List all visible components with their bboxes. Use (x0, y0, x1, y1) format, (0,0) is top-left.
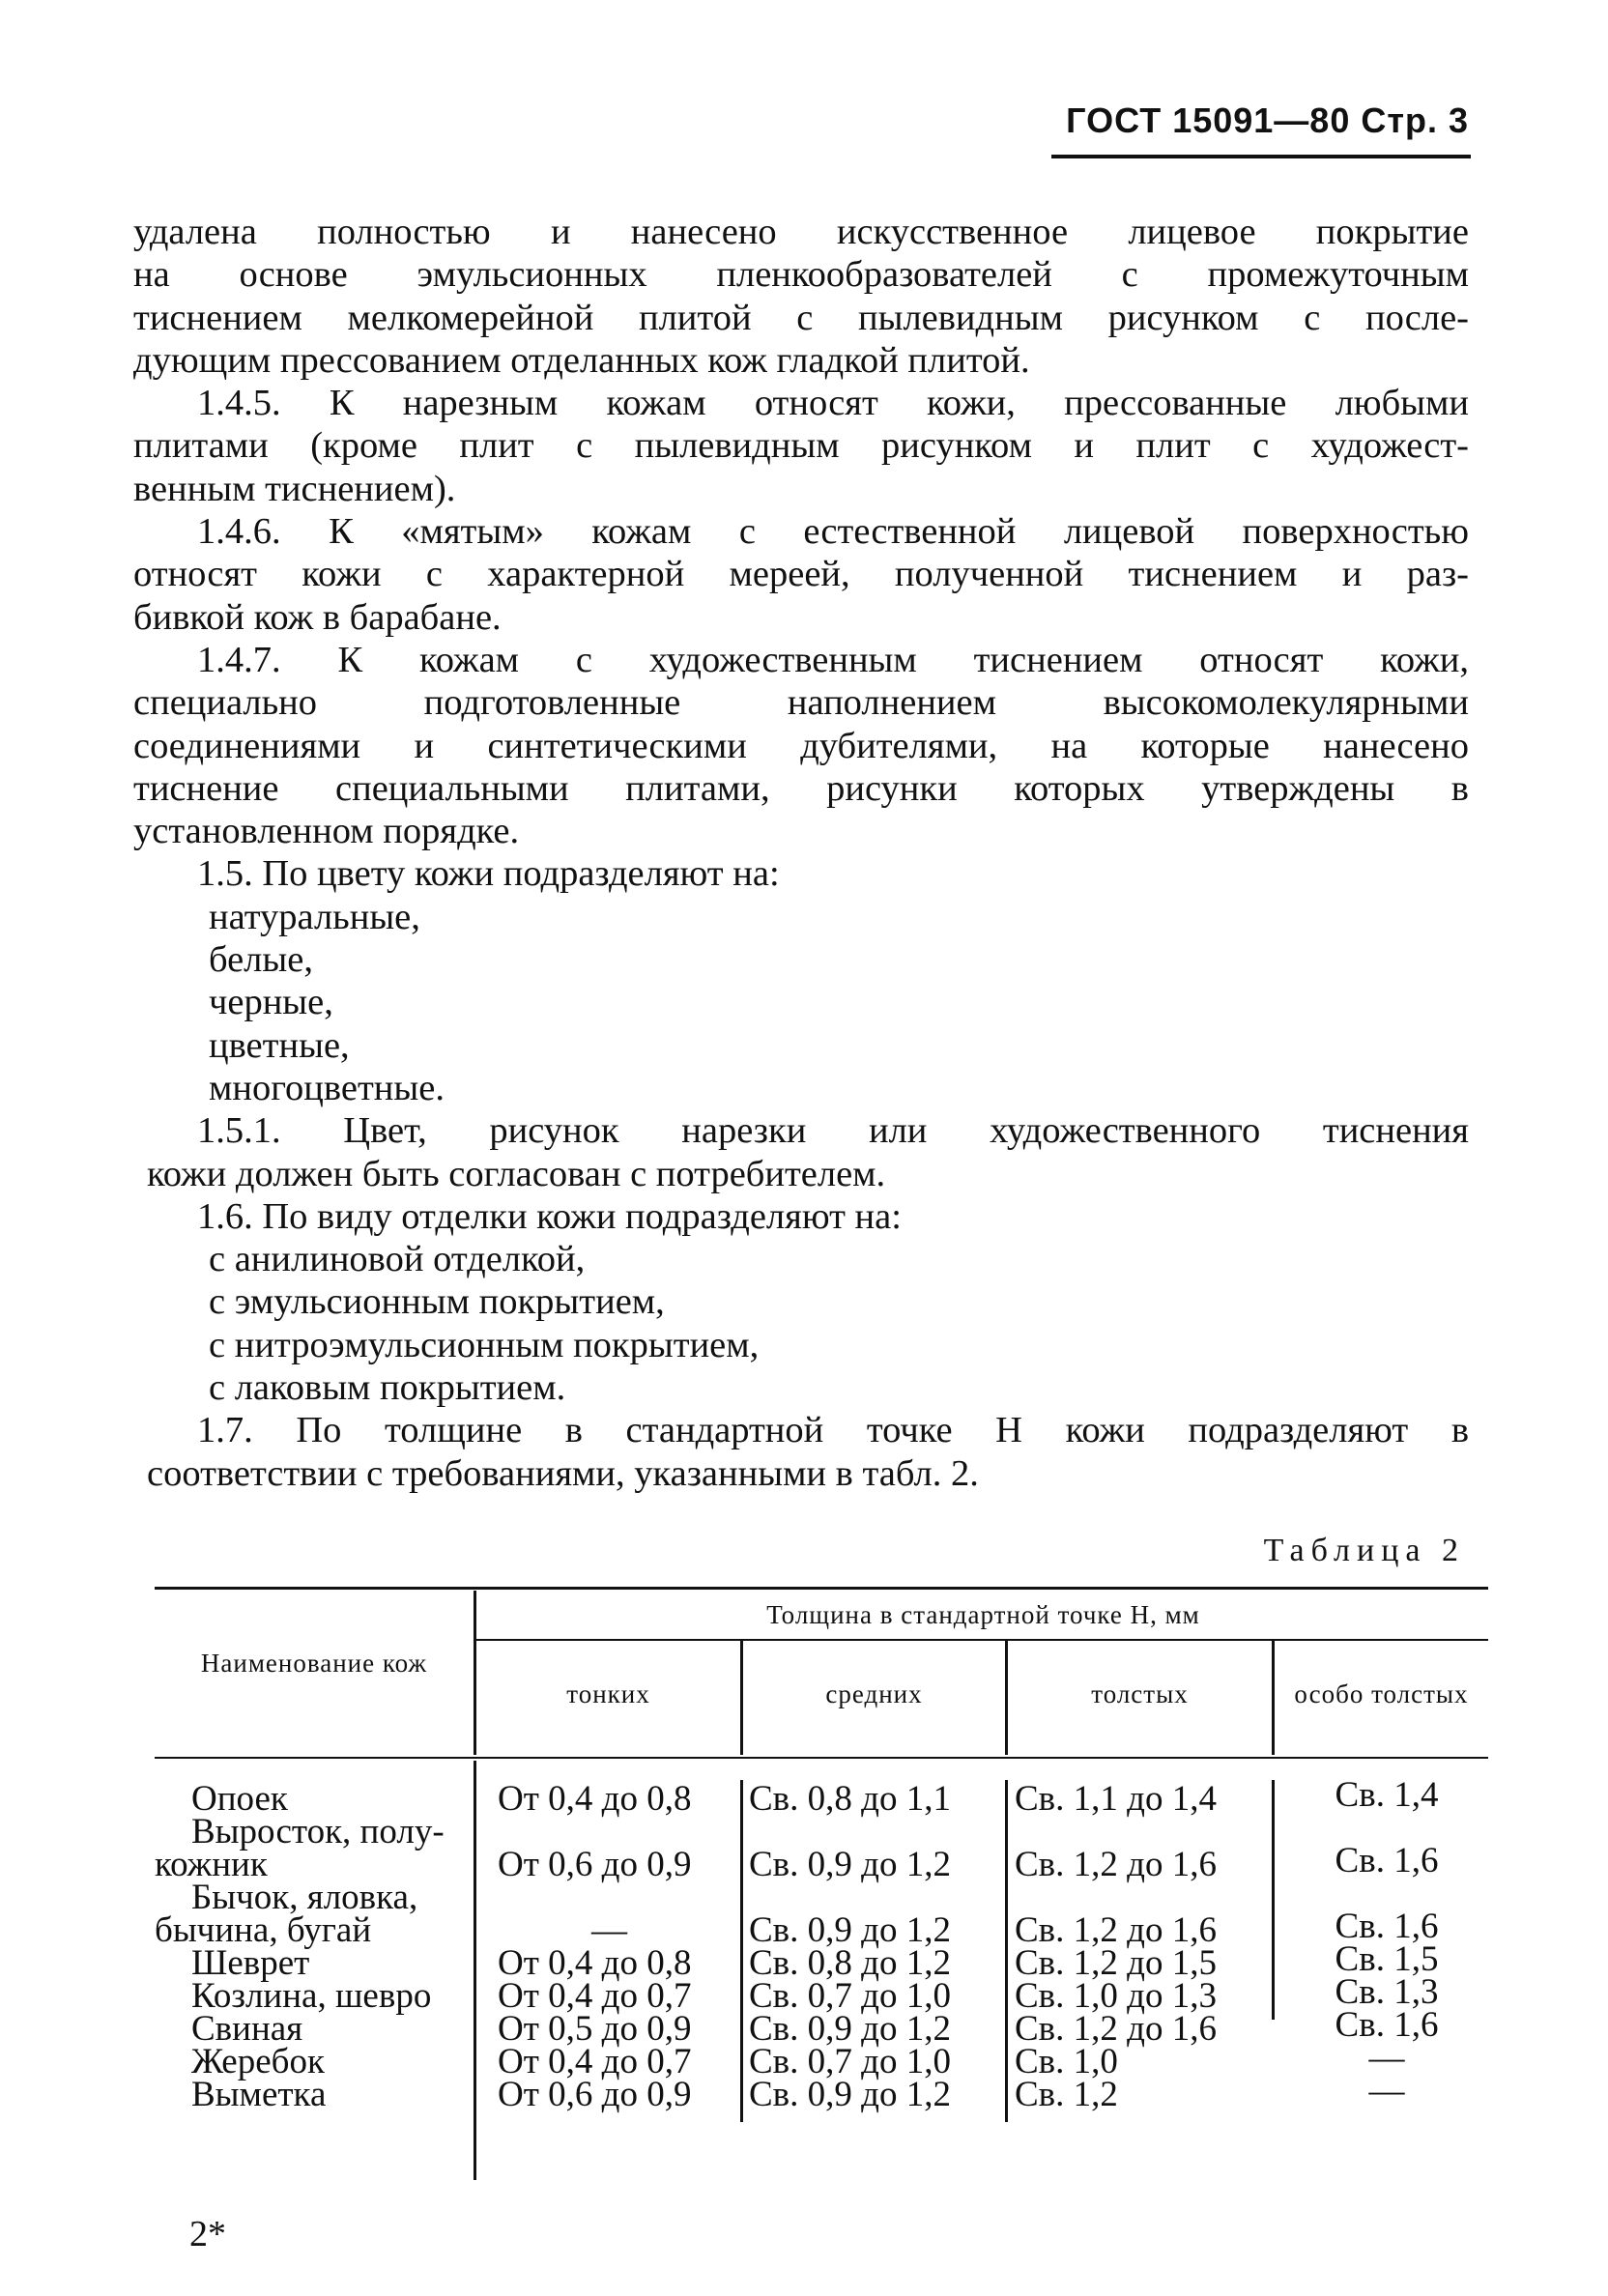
row-name: бычина, бугай (155, 1910, 372, 1950)
value-thin: — (591, 1910, 627, 1950)
paragraph-1-4-7 (133, 639, 1469, 852)
paragraph-1-5 (133, 852, 1469, 1109)
value-thick: Св. 1,2 до 1,5 (1015, 1943, 1217, 1983)
list-item: цветные, (209, 1024, 350, 1066)
value-medium: Св. 0,7 до 1,0 (749, 2042, 951, 2081)
row-name: Выметка (191, 2075, 327, 2114)
value-thick: Св. 1,0 (1015, 2042, 1118, 2081)
text-line: дующим прессованием отделанных кож гладкой плитой. (133, 339, 1030, 381)
value-thick: Св. 1,1 до 1,4 (1015, 1779, 1217, 1819)
value-extra-thick: Св. 1,5 (1335, 1939, 1439, 1979)
table-header-rule (155, 1757, 1488, 1759)
value-medium: Св. 0,9 до 1,2 (749, 1845, 951, 1884)
table-divider (1272, 1780, 1275, 2020)
page-header (1053, 100, 1469, 141)
thickness-table (155, 1591, 1488, 2180)
value-thick: Св. 1,0 до 1,3 (1015, 1976, 1217, 2016)
row-name: Жеребок (191, 2042, 325, 2081)
list-item: черные, (209, 982, 333, 1023)
text-line: 1.4.7. К кожам с художественным тиснением относят кожи, (197, 639, 1469, 680)
text-line: тиснением мелкомерейной плитой с пылевидным рисунком с после- (133, 297, 1469, 338)
value-medium: Св. 0,7 до 1,0 (749, 1976, 951, 2016)
value-thick: Св. 1,2 до 1,6 (1015, 1910, 1217, 1950)
text-line: 1.6. По виду отделки кожи подразделяют на: (197, 1195, 902, 1237)
value-thick: Св. 1,2 до 1,6 (1015, 2009, 1217, 2049)
list-item: с нитроэмульсионным покрытием, (209, 1324, 760, 1365)
paragraph-1-4-6 (133, 510, 1469, 639)
row-name: Козлина, шевро (191, 1976, 432, 2016)
text-line: 1.5.1. Цвет, рисунок нарезки или художественного тиснения (197, 1110, 1469, 1152)
table-divider (474, 1761, 476, 2180)
document-id: ГОСТ 15091—80 Стр. 3 (1066, 100, 1469, 140)
table-divider (474, 1591, 476, 1755)
text-line: бивкой кож в барабане. (133, 596, 502, 638)
text-line: кожи должен быть согласован с потребителем. (147, 1153, 886, 1194)
table-top-rule (155, 1587, 1488, 1590)
paragraph-1-6 (133, 1195, 1469, 1409)
row-name: кожник (155, 1845, 268, 1884)
list-item: многоцветные. (209, 1067, 445, 1108)
value-extra-thick: Св. 1,6 (1335, 1907, 1439, 1946)
list-item: с лаковым покрытием. (209, 1367, 566, 1409)
list-item: белые, (209, 939, 313, 981)
value-medium: Св. 0,9 до 1,2 (749, 2075, 951, 2114)
list-item: с эмульсионным покрытием, (209, 1281, 665, 1323)
table-caption: Таблица 2 (1263, 1533, 1465, 1568)
value-thin: От 0,4 до 0,7 (498, 1976, 692, 2016)
paragraph-continued (133, 211, 1469, 382)
column-header-name: Наименование кож (200, 1649, 428, 1678)
paragraph-1-4-5 (133, 382, 1469, 510)
value-extra-thick: Св. 1,6 (1335, 2005, 1439, 2045)
row-name: Опоек (191, 1779, 288, 1819)
value-medium: Св. 0,8 до 1,1 (749, 1779, 951, 1819)
page-mark: 2* (189, 2214, 226, 2254)
text-line: удалена полностью и нанесено искусственное лицевое покрытие (133, 212, 1469, 252)
text-line: 1.4.5. К нарезным кожам относят кожи, прессованные любыми (197, 383, 1469, 424)
table-divider (476, 1639, 1488, 1641)
body-text (133, 211, 1469, 1495)
row-name: Свиная (191, 2009, 303, 2049)
value-thin: От 0,6 до 0,9 (498, 1845, 692, 1884)
value-extra-thick: Св. 1,6 (1335, 1841, 1439, 1880)
column-header-thick: толстых (1091, 1679, 1189, 1708)
value-medium: Св. 0,9 до 1,2 (749, 1910, 951, 1950)
text-line: установленном порядке. (133, 811, 520, 852)
value-medium: Св. 0,8 до 1,2 (749, 1943, 951, 1983)
row-name: Шеврет (191, 1943, 310, 1983)
value-medium: Св. 0,9 до 1,2 (749, 2009, 951, 2049)
text-line: венным тиснением). (133, 468, 456, 509)
text-line: на основе эмульсионных пленкообразователей с промежуточным (133, 254, 1469, 296)
value-extra-thick: — (1368, 2071, 1405, 2110)
text-line: тиснение специальными плитами, рисунки которых утверждены в (133, 767, 1469, 809)
text-line: 1.5. По цвету кожи подразделяют на: (197, 853, 780, 895)
value-thin: От 0,5 до 0,9 (498, 2009, 692, 2049)
text-line: относят кожи с характерной мереей, полученной тиснением и раз- (133, 554, 1469, 595)
text-line: соответствии с требованиями, указанными в табл. 2. (147, 1452, 979, 1494)
column-group-header: Толщина в стандартной точке Н, мм (766, 1600, 1200, 1629)
value-thin: От 0,4 до 0,7 (498, 2042, 692, 2081)
text-line: специально подготовленные наполнением высокомолекулярными (133, 682, 1469, 724)
paragraph-1-7 (133, 1409, 1469, 1495)
row-name: Выросток, полу- (191, 1812, 445, 1851)
text-line: соединениями и синтетическими дубителями, на которые нанесено (133, 725, 1469, 766)
value-extra-thick: Св. 1,4 (1335, 1775, 1439, 1815)
text-line: плитами (кроме плит с пылевидным рисунком и плит с художест- (133, 425, 1469, 467)
value-extra-thick: — (1368, 2038, 1405, 2078)
text-line: 1.4.6. К «мятым» кожам с естественной лицевой поверхностью (197, 511, 1469, 553)
header-rule (1051, 155, 1471, 158)
column-header-extra-thick: особо толстых (1294, 1679, 1469, 1708)
table-divider (1005, 1780, 1008, 2122)
text-line: 1.7. По толщине в стандартной точке Н кожи подразделяют в (197, 1410, 1469, 1451)
list-item: с анилиновой отделкой, (209, 1239, 586, 1280)
list-item: натуральные, (209, 896, 420, 937)
paragraph-1-5-1 (133, 1109, 1469, 1195)
column-header-thin: тонких (566, 1679, 650, 1708)
value-thick: Св. 1,2 (1015, 2075, 1118, 2114)
value-thick: Св. 1,2 до 1,6 (1015, 1845, 1217, 1884)
value-thin: От 0,4 до 0,8 (498, 1779, 692, 1819)
value-extra-thick: Св. 1,3 (1335, 1972, 1439, 2012)
value-thin: От 0,6 до 0,9 (498, 2075, 692, 2114)
table-divider (740, 1780, 743, 2122)
row-name: Бычок, яловка, (191, 1878, 418, 1917)
column-header-medium: средних (825, 1679, 923, 1708)
value-thin: От 0,4 до 0,8 (498, 1943, 692, 1983)
